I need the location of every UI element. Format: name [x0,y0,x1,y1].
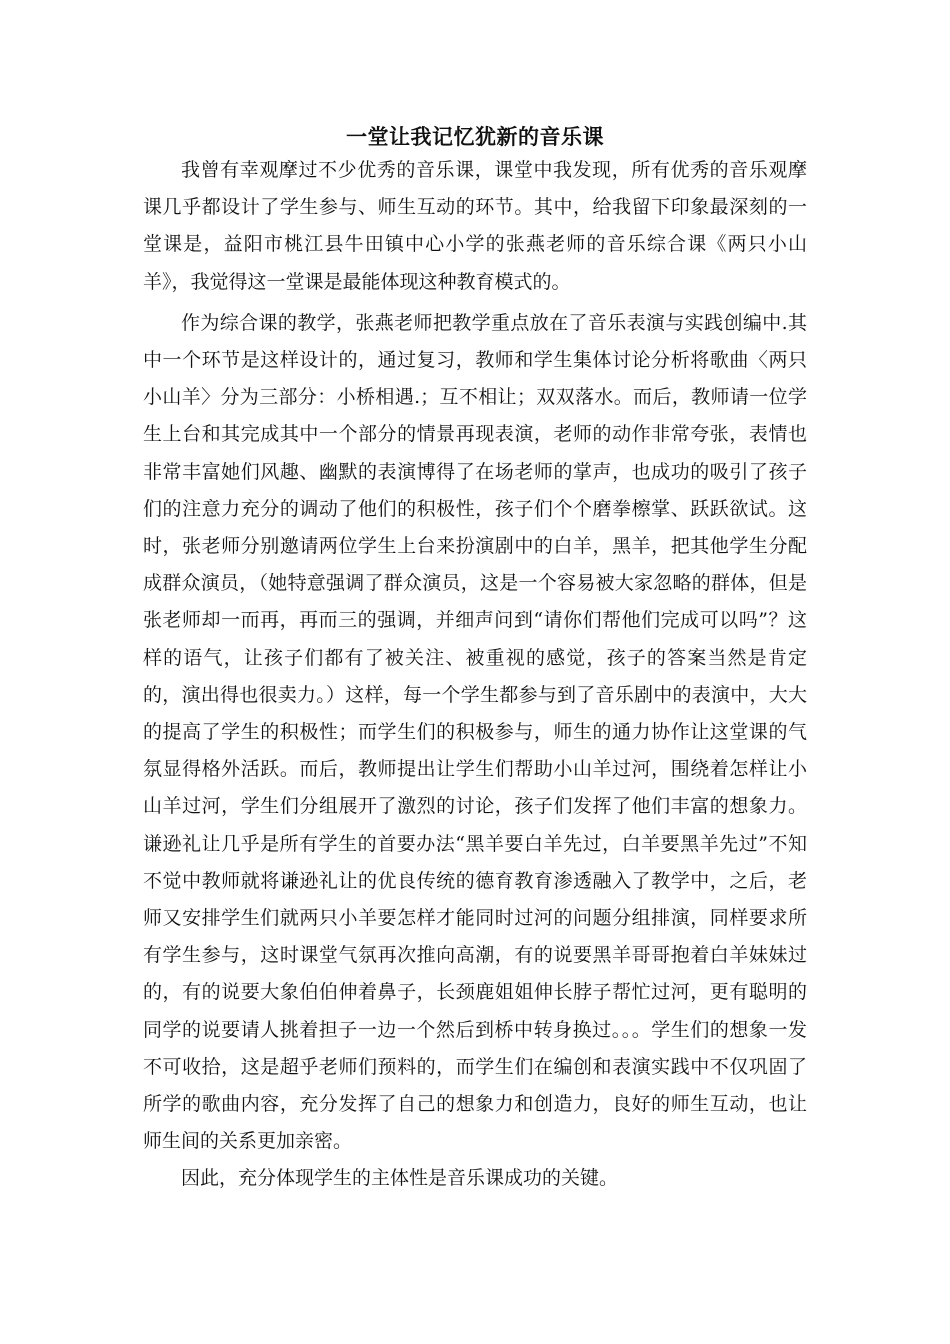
document-title: 一堂让我记忆犹新的音乐课 [346,124,604,149]
paragraph-main: 作为综合课的教学，张燕老师把教学重点放在了音乐表演与实践创编中.其中一个环节是这样设计的，通过复习，教师和学生集体讨论分析将歌曲〈两只小山羊〉分为三部分：小桥相遇.；互不相让；双双落水。而后，教师请一位学生上台和其完成其中一个部分的情景再现表演，老师的动作非常夸张，表情也非常丰富她们风趣、幽默的表演博得了在场老师的掌声，也成功的吸引了孩子们的注意力充分的调动了他们的积极性，孩子们个个磨拳檫掌、跃跃欲试。这时，张老师分别邀请两位学生上台来扮演剧中的白羊，黑羊，把其他学生分配成群众演员，（她特意强调了群众演员，这是一个容易被大家忽略的群体，但是张老师却一而再，再而三的强调，并细声问到“请你们帮他们完成可以吗”？这样的语气，让孩子们都有了被关注、被重视的感觉，孩子的答案当然是肯定的，演出得也很卖力。）这样，每一个学生都参与到了音乐剧中的表演中，大大的提高了学生的积极性；而学生们的积极参与，师生的通力协作让这堂课的气氛显得格外活跃。而后，教师提出让学生们帮助小山羊过河，围绕着怎样让小山羊过河，学生们分组展开了激烈的讨论，孩子们发挥了他们丰富的想象力。谦逊礼让几乎是所有学生的首要办法“黑羊要白羊先过，白羊要黑羊先过”不知不觉中教师就将谦逊礼让的优良传统的德育教育渗透融入了教学中，之后，老师又安排学生们就两只小羊要怎样才能同时过河的问题分组排演，同样要求所有学生参与，这时课堂气氛再次推向高潮，有的说要黑羊哥哥抱着白羊妹妹过的，有的说要大象伯伯伸着鼻子，长颈鹿姐姐伸长脖子帮忙过河，更有聪明的同学的说要请人挑着担子一边一个然后到桥中转身换过。。。学生们的想象一发不可收拾，这是超乎老师们预料的，而学生们在编创和表演实践中不仅巩固了所学的歌曲内容，充分发挥了自己的想象力和创造力，良好的师生互动，也让师生间的关系更加亲密。 [143,311,807,1153]
document-body [143,152,807,1198]
paragraph-intro: 我曾有幸观摩过不少优秀的音乐课，课堂中我发现，所有优秀的音乐观摩课几乎都设计了学生参与、师生互动的环节。其中，给我留下印象最深刻的一堂课是，益阳市桃江县牛田镇中心小学的张燕老师的音乐综合课《两只小山羊》，我觉得这一堂课是最能体现这种教育模式的。 [143,159,807,293]
paragraph-conclusion: 因此，充分体现学生的主体性是音乐课成功的关键。 [181,1167,619,1190]
